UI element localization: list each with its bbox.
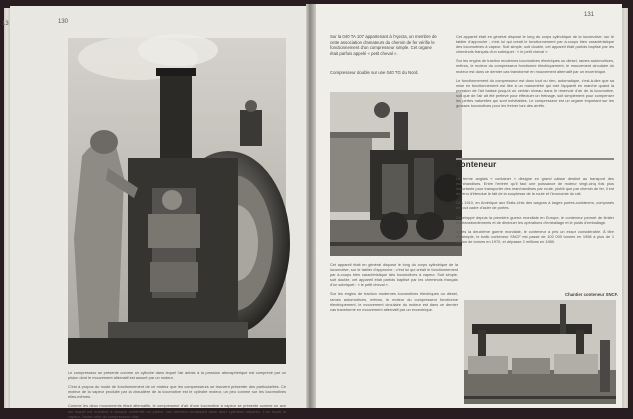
right-top-paragraph-1: Cet appareil était en général disposé le long du corps cylindrique de la locomotive, sur le tablier d'approche ; c'est lui qui créait le fonctionnement par à-coups bien caractéristique des locomotives à vapeur. Soit simple, soit double, cet appareil était parfois baptisé par les cheminots français d'un sobriquet : « le petit cheval ». (456, 34, 614, 55)
left-page-number: 130 (58, 19, 69, 25)
conteneur-paragraph-4: Après la deuxième guerre mondiale, le conteneur a pris un essor considérable. À titre d'exemple, le trafic conteneur SNCF est passé de 100 000 tonnes en 1958 à plus de 1 million de tonnes en 1970, et dépasse 2 millions en 1980. (456, 228, 614, 244)
edge-page-number: 13 (2, 21, 9, 27)
section-heading: conteneur (456, 160, 497, 169)
right-left-column (330, 262, 458, 374)
locomotive-compressor-photo (68, 38, 286, 364)
right-page-number: 131 (584, 12, 595, 18)
container-terminal-photo (464, 300, 616, 404)
double-compressor-photo (330, 92, 462, 256)
right-top-column (456, 34, 614, 154)
right-page (316, 4, 622, 408)
conteneur-column (456, 176, 614, 288)
conteneur-paragraph-3: Développé depuis la première guerre mondiale en Europe, le conteneur permet de limiter les transbordements et de diminuer les opérations d'emballage et le poids d'emballage. (456, 214, 614, 225)
left-paragraph-3: Comme les deux mouvements étant alternatifs, le compresseur d'air d'une locomotive à vapeur se présente comme un axe sur lequel est entraîné à chaque extrémité un piston, ces derniers coulissant dans deux cylindres séparés. L'un reçoit la vapeur, l'autre celle du compresseur d'air. (68, 403, 286, 419)
left-body-text (68, 370, 286, 419)
right-paragraph-2: Sur les engins de traction modernes locomotives électriques ou diesel, rames automotrices, métros, le moteur du compresseur fonctionne électriquement, le mouvement circulaire du moteur est dans ce dernier cas transformé en mouvement alternatif par un excentrique. (330, 291, 458, 312)
caption-photo: Compresseur double sur une 040 TG du Nord. (330, 70, 419, 75)
conteneur-paragraph-1: Le terme anglais « container » désigne en grand caisse destiné au transport des marchandises. Entre l'entrée qu'il faut une puissance de moteur vingt-cinq fois plus importante pour transporter des marchandises par route, plutôt que par chemin de fer, il est devenu d'étendue le fait de la souplesse de la route et l'économie du rail. (456, 176, 614, 197)
caption-bottom: Chantier conteneur SNCF. (564, 292, 618, 297)
right-top-paragraph-2: Sur les engins de traction modernes locomotives électriques ou diesel, rames automotrices, métros, le moteur du compresseur fonctionne électriquement, le mouvement circulaire du moteur est dans ce dernier cas transformé en mouvement alternatif par un excentrique. (456, 58, 614, 74)
conteneur-paragraph-2: Dès 1910, en Amérique aux Etats-Unis des wagons à larges portes-containers, composés de tout cadre d'acier de portes. (456, 200, 614, 211)
left-paragraph-2: C'est à propos du mode de fonctionnement de ce moteur que les compresseurs se trouvent présenter des particularités. Ce moteur de la vapeur produite par la chaudière de la locomotive est le cylindre moteur, un peu comme sur les locomotives elles-mêmes. (68, 384, 286, 400)
double-compressor-illustration (330, 92, 462, 256)
left-page (2, 6, 310, 419)
right-paragraph-1: Cet appareil était en général disposé le long du corps cylindrique de la locomotive, sur le tablier d'approche ; c'est lui qui créait le fonctionnement par à-coups bien caractéristique des locomotives à vapeur. Soit simple, soit double, cet appareil était parfois baptisé par les cheminots français d'un sobriquet : « le petit cheval ». (330, 262, 458, 288)
container-terminal-illustration (464, 300, 616, 404)
left-paragraph-1: Le compresseur se présente comme un cylindre dans lequel l'air admis à la pression atmosphérique est comprimé par un piston dont le mouvement alternatif est assuré par un moteur. (68, 370, 286, 381)
right-top-paragraph-3: Le fonctionnement du compresseur est donc tout ou rien, automatique, c'est-à-dire que sa mise en fonctionnement est liée à un manomètre qui met l'appareil en marche quand la pression de l'air baisse jusqu'à un certain niveau dans le réservoir d'air de la locomotive, soit que de l'air ait été prélevé pour effectuer un freinage, soit simplement pour compenser les pertes naturelles qui sont inévitables. Le compresseur est un organe important sur les grosses locomotives pour les freiner lors des arrêts. (456, 77, 614, 109)
locomotive-compressor-illustration (68, 38, 286, 364)
caption-top: Sur la 040 TA 107 appartenant à l'Ajecta, un membre de cette association d'amateurs du chemin de fer vérifie le fonctionnement d'un compresseur simple. Cet organe était parfois appelé « petit cheval ». (330, 34, 437, 56)
